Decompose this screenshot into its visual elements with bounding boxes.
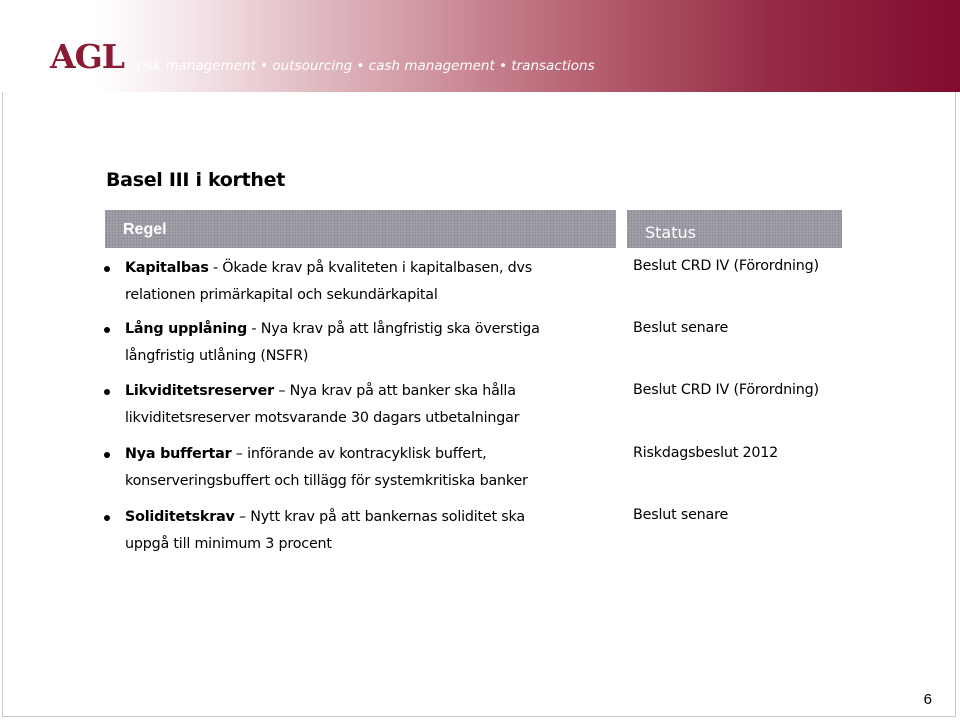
rule-description: Ökade krav på kvaliteten i kapitalbasen, dvs — [222, 260, 533, 276]
list-item — [125, 441, 595, 495]
bullet-icon — [104, 266, 110, 272]
rule-separator: – — [234, 509, 251, 525]
rule-description-continued: uppgå till minimum 3 procent — [125, 536, 332, 552]
status-text: Beslut CRD IV (Förordning) — [633, 258, 819, 274]
status-text: Beslut senare — [633, 320, 729, 336]
rule-description-continued: konserveringsbuffert och tillägg för systemkritiska banker — [125, 473, 528, 489]
status-text: Riskdagsbeslut 2012 — [633, 445, 779, 461]
status-text: Beslut CRD IV (Förordning) — [633, 382, 819, 398]
rule-term: Soliditetskrav — [125, 509, 235, 525]
status-text: Beslut senare — [633, 507, 729, 523]
rule-description-continued: likviditetsreserver motsvarande 30 dagars utbetalningar — [125, 410, 520, 426]
rule-description: Nya krav på att banker ska hålla — [289, 383, 516, 399]
agl-logo: AGL — [50, 37, 124, 76]
bullet-icon — [104, 389, 110, 395]
column-header-status: Status — [627, 210, 842, 248]
list-item — [125, 378, 595, 432]
rule-separator: – — [231, 446, 248, 462]
rule-term: Lång upplåning — [125, 321, 248, 337]
rule-description-continued: långfristig utlåning (NSFR) — [125, 348, 309, 364]
list-item — [125, 255, 595, 309]
rule-separator: - — [208, 260, 223, 276]
page-title: Basel III i korthet — [106, 169, 286, 191]
bullet-icon — [104, 327, 110, 333]
column-header-regel: Regel — [105, 210, 616, 248]
rule-description-continued: relationen primärkapital och sekundärkapital — [125, 287, 438, 303]
header-band — [0, 0, 960, 92]
rule-separator: – — [274, 383, 290, 399]
page-number: 6 — [923, 691, 932, 708]
list-item — [125, 316, 595, 370]
bullet-icon — [104, 515, 110, 521]
list-item — [125, 504, 595, 558]
bullet-icon — [104, 452, 110, 458]
tagline: risk management • outsourcing • cash management • transactions — [137, 58, 595, 74]
rule-description: införande av kontracyklisk buffert, — [247, 446, 487, 462]
rule-term: Nya buffertar — [125, 446, 232, 462]
rule-separator: - — [247, 321, 261, 337]
rule-term: Likviditetsreserver — [125, 383, 275, 399]
rule-description: Nytt krav på att bankernas soliditet ska — [250, 509, 525, 525]
rule-description: Nya krav på att långfristig ska överstiga — [260, 321, 540, 337]
rule-term: Kapitalbas — [125, 260, 209, 276]
